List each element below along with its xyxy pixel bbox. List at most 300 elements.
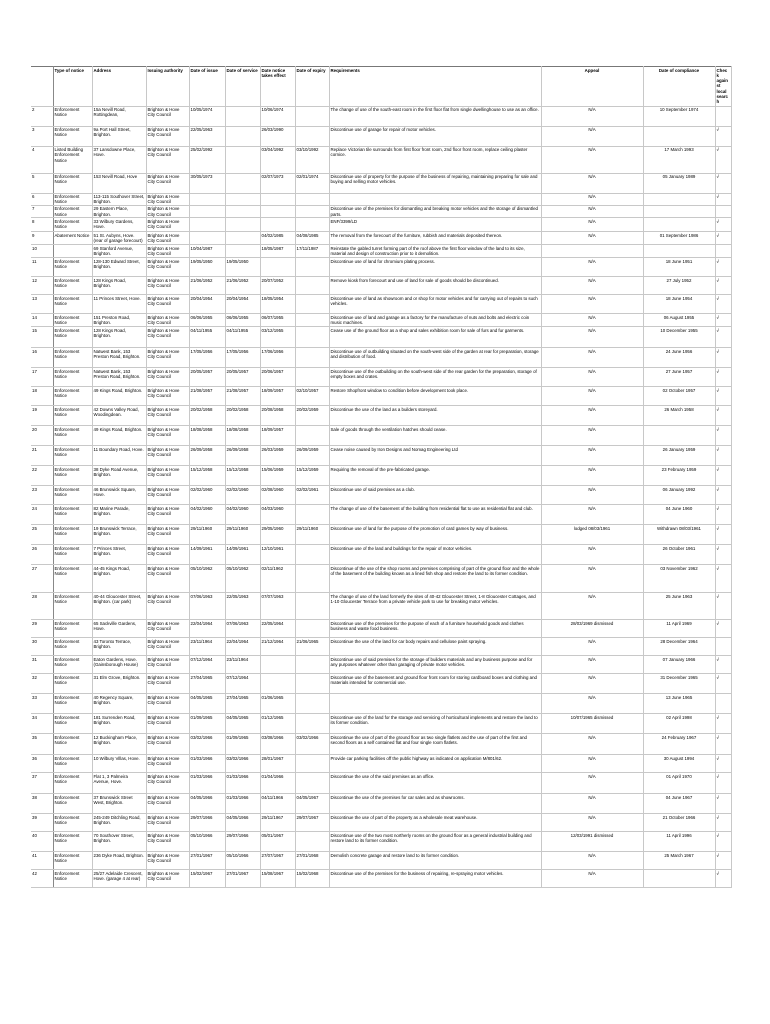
row-number-cell: 33 <box>31 693 53 713</box>
date-takes-effect-cell: 22/05/1964 <box>260 619 295 637</box>
date-of-expiry-cell: 02/10/1957 <box>295 386 329 405</box>
notice-type-cell: Enforcement Notice <box>53 713 92 733</box>
row-number-cell: 5 <box>31 173 53 193</box>
date-of-issue-cell: 04/05/1966 <box>189 793 225 813</box>
row-number-cell: 9 <box>31 231 53 244</box>
issuing-authority-cell: Brighton & Hove City Council <box>146 813 189 831</box>
date-of-service-cell: 01/03/1966 <box>225 793 260 813</box>
date-of-issue-cell: 06/06/1955 <box>189 313 225 326</box>
row-number-cell: 42 <box>31 869 53 887</box>
address-cell: 128 Kings Road, Brighton. <box>92 276 146 294</box>
check-mark-cell: √ <box>715 386 731 405</box>
address-cell: 151 Preston Road, Brighton. <box>92 313 146 326</box>
requirements-cell: Discontinue use of the two most northerly rooms on the ground floor as a general industrial building and restore land to its former condition. <box>329 831 541 851</box>
issuing-authority-cell: Brighton & Hove City Council <box>146 637 189 655</box>
header-effect-date: Date notice takes effect <box>260 67 295 107</box>
address-cell: 33 Wilbury Gardens, Hove. <box>92 217 146 231</box>
check-mark-cell: √ <box>715 504 731 524</box>
date-of-expiry-cell: 03/10/1992 <box>295 146 329 173</box>
date-of-issue-cell: 19/05/1950 <box>189 257 225 276</box>
appeal-cell: N/A <box>541 733 643 754</box>
check-mark-cell: √ <box>715 405 731 425</box>
requirements-cell: Discontinue use of garage for repair of motor vehicles. <box>329 126 541 146</box>
address-cell: 128-130 Edward Street, Brighton. <box>92 257 146 276</box>
address-cell: 15a Nevill Road, Rottingdean, <box>92 106 146 126</box>
notice-type-cell: Enforcement Notice <box>53 592 92 619</box>
check-mark-cell: √ <box>715 294 731 313</box>
date-of-compliance-cell: 21 October 1966 <box>643 813 715 831</box>
check-mark-cell: √ <box>715 524 731 544</box>
date-of-service-cell <box>225 193 260 205</box>
check-mark-cell: √ <box>715 813 731 831</box>
date-takes-effect-cell: 04/03/1960 <box>260 504 295 524</box>
date-of-compliance-cell: 30 August 1994 <box>643 754 715 772</box>
date-of-issue-cell: 10/04/1987 <box>189 244 225 257</box>
date-of-issue-cell: 03/02/1966 <box>189 733 225 754</box>
date-of-expiry-cell <box>295 193 329 205</box>
row-number-cell: 37 <box>31 772 53 793</box>
date-takes-effect-cell: 02/11/1962 <box>260 564 295 592</box>
issuing-authority-cell: Brighton & Hove City Council <box>146 193 189 205</box>
check-mark-cell: √ <box>715 217 731 231</box>
notice-type-cell: Enforcement Notice <box>53 126 92 146</box>
requirements-cell: Sale of goods through the ventilation hatches should cease. <box>329 425 541 445</box>
table-row <box>31 813 731 831</box>
date-takes-effect-cell <box>260 217 295 231</box>
row-number-cell: 41 <box>31 851 53 869</box>
date-of-expiry-cell: 29/11/1960 <box>295 524 329 544</box>
date-of-issue-cell: 29/11/1960 <box>189 524 225 544</box>
date-of-issue-cell: 04/11/1955 <box>189 326 225 347</box>
requirements-cell: Discontinue use of the outbuilding on the south-west side of the rear garden for the preparation, storage of empty boxes and crates. <box>329 367 541 386</box>
header-row-number <box>31 67 53 107</box>
row-number-cell: 10 <box>31 244 53 257</box>
table-row <box>31 193 731 205</box>
date-of-service-cell: 20/02/1958 <box>225 405 260 425</box>
requirements-cell: Discontinue use of land as showroom and or shop for motor vehicles and for carrying out of repairs to such vehicles. <box>329 294 541 313</box>
requirements-cell: Cease noise caused by Iron Designs and Nomag Engineering Ltd <box>329 445 541 465</box>
requirements-cell: Discontinue the use of the land as a builders storeyard. <box>329 405 541 425</box>
requirements-cell: Requiring the removal of the pre-fabricated garage. <box>329 465 541 485</box>
date-of-service-cell: 21/08/1957 <box>225 386 260 405</box>
issuing-authority-cell: Brighton & Hove City Council <box>146 772 189 793</box>
row-number-cell: 39 <box>31 813 53 831</box>
appeal-cell: N/A <box>541 693 643 713</box>
appeal-cell: N/A <box>541 754 643 772</box>
address-cell: 44-45 Kings Road, Brighton. <box>92 564 146 592</box>
issuing-authority-cell: Brighton & Hove City Council <box>146 425 189 445</box>
check-mark-cell <box>715 205 731 217</box>
date-of-compliance-cell: 25 June 1963 <box>643 592 715 619</box>
date-of-expiry-cell: 15/12/1959 <box>295 465 329 485</box>
date-takes-effect-cell: 20/08/1958 <box>260 405 295 425</box>
date-takes-effect-cell: 20/06/1957 <box>260 367 295 386</box>
notice-type-cell: Enforcement Notice <box>53 465 92 485</box>
date-of-service-cell: 04/05/1965 <box>225 713 260 733</box>
date-of-compliance-cell: 26 October 1961 <box>643 544 715 564</box>
date-of-expiry-cell: 04/05/1967 <box>295 793 329 813</box>
date-takes-effect-cell: 28/01/1967 <box>260 754 295 772</box>
requirements-cell: Discontinue use of the premises for dismantling and breaking motor vehicles and the storage of dismantled parts. <box>329 205 541 217</box>
table-row <box>31 386 731 405</box>
table-row <box>31 294 731 313</box>
date-takes-effect-cell: 04/11/1966 <box>260 793 295 813</box>
notice-type-cell: Listed Building Enforcement Notice <box>53 146 92 173</box>
date-of-expiry-cell: 02/02/1961 <box>295 485 329 504</box>
issuing-authority-cell: Brighton & Hove City Council <box>146 405 189 425</box>
notice-type-cell: Enforcement Notice <box>53 205 92 217</box>
date-takes-effect-cell: 01/04/1966 <box>260 772 295 793</box>
date-takes-effect-cell: 20/07/1952 <box>260 276 295 294</box>
table-row <box>31 367 731 386</box>
check-mark-cell: √ <box>715 713 731 733</box>
notice-type-cell: Enforcement Notice <box>53 673 92 693</box>
row-number-cell: 34 <box>31 713 53 733</box>
date-of-service-cell <box>225 173 260 193</box>
date-takes-effect-cell: 06/07/1955 <box>260 313 295 326</box>
notice-type-cell: Enforcement Notice <box>53 693 92 713</box>
appeal-cell <box>541 244 643 257</box>
address-cell: 11 Princes Street, Hove. <box>92 294 146 313</box>
date-of-service-cell: 02/02/1960 <box>225 485 260 504</box>
requirements-cell: Replace Victorian tile surrounds from first floor front room, 2nd floor front room, replace ceiling plaster cornice. <box>329 146 541 173</box>
date-of-issue-cell: 27/04/1965 <box>189 673 225 693</box>
date-of-expiry-cell <box>295 544 329 564</box>
address-cell: 37 Lansdowne Place, Hove. <box>92 146 146 173</box>
requirements-cell: Discontinue the use of part of the property as a wholesale meat warehouse. <box>329 813 541 831</box>
table-row <box>31 205 731 217</box>
date-of-compliance-cell: 27 June 1957 <box>643 367 715 386</box>
notice-type-cell: Enforcement Notice <box>53 655 92 673</box>
date-of-service-cell: 03/02/1966 <box>225 754 260 772</box>
check-mark-cell: √ <box>715 146 731 173</box>
date-of-compliance-cell: 24 February 1967 <box>643 733 715 754</box>
date-of-issue-cell <box>189 217 225 231</box>
notice-type-cell: Enforcement Notice <box>53 793 92 813</box>
check-mark-cell <box>715 693 731 713</box>
notice-type-cell: Enforcement Notice <box>53 294 92 313</box>
row-number-cell: 22 <box>31 465 53 485</box>
date-of-compliance-cell: 07 January 1966 <box>643 655 715 673</box>
date-of-compliance-cell: 04 June 1967 <box>643 793 715 813</box>
date-of-expiry-cell <box>295 504 329 524</box>
table-row <box>31 831 731 851</box>
table-row <box>31 347 731 367</box>
issuing-authority-cell: Brighton & Hove City Council <box>146 793 189 813</box>
date-of-service-cell: 26/09/1958 <box>225 445 260 465</box>
appeal-cell: N/A <box>541 313 643 326</box>
table-row <box>31 173 731 193</box>
table-row <box>31 425 731 445</box>
issuing-authority-cell: Brighton & Hove City Council <box>146 347 189 367</box>
date-of-service-cell: 15/12/1958 <box>225 465 260 485</box>
requirements-cell: Discontinue use of the premises for the purpose of each of a furniture household goods and clothes business and waste food business. <box>329 619 541 637</box>
issuing-authority-cell: Brighton & Hove City Council <box>146 504 189 524</box>
date-of-compliance-cell: 01 April 1970 <box>643 772 715 793</box>
row-number-cell: 23 <box>31 485 53 504</box>
table-row <box>31 465 731 485</box>
check-mark-cell: √ <box>715 831 731 851</box>
address-cell: 38 Dyke Road Avenue, Brighton. <box>92 465 146 485</box>
check-mark-cell: √ <box>715 173 731 193</box>
date-of-issue-cell: 10/05/1974 <box>189 106 225 126</box>
requirements-cell: Discontinue use of property for the purpose of the business of repairing, maintaining preparing for sale and buying and selling motor vehicles. <box>329 173 541 193</box>
issuing-authority-cell: Brighton & Hove City Council <box>146 831 189 851</box>
date-of-expiry-cell <box>295 326 329 347</box>
date-of-expiry-cell <box>295 592 329 619</box>
issuing-authority-cell: Brighton & Hove City Council <box>146 445 189 465</box>
date-of-compliance-cell: Withdrawn 08/03/1961 <box>643 524 715 544</box>
address-cell: 25/27 Adelaide Crescent, Hove. (garage 4 at rear) <box>92 869 146 887</box>
date-of-compliance-cell: 23 February 1959 <box>643 465 715 485</box>
date-of-service-cell <box>225 126 260 146</box>
date-of-expiry-cell: 02/01/1974 <box>295 173 329 193</box>
date-of-issue-cell: 07/06/1963 <box>189 592 225 619</box>
row-number-cell: 30 <box>31 637 53 655</box>
notice-type-cell: Enforcement Notice <box>53 445 92 465</box>
issuing-authority-cell: Brighton & Hove City Council <box>146 244 189 257</box>
row-number-cell: 12 <box>31 276 53 294</box>
issuing-authority-cell: Brighton & Hove City Council <box>146 367 189 386</box>
check-mark-cell <box>715 637 731 655</box>
date-of-compliance-cell: 10 September 1974 <box>643 106 715 126</box>
issuing-authority-cell: Brighton & Hove City Council <box>146 146 189 173</box>
check-mark-cell: √ <box>715 619 731 637</box>
issuing-authority-cell: Brighton & Hove City Council <box>146 294 189 313</box>
date-of-service-cell: 05/10/1962 <box>225 564 260 592</box>
appeal-cell: N/A <box>541 231 643 244</box>
row-number-cell: 26 <box>31 544 53 564</box>
appeal-cell: N/A <box>541 592 643 619</box>
appeal-cell: N/A <box>541 465 643 485</box>
date-of-compliance-cell <box>643 244 715 257</box>
date-of-compliance-cell: 02 October 1957 <box>643 386 715 405</box>
check-mark-cell: √ <box>715 193 731 205</box>
notice-type-cell: Enforcement Notice <box>53 754 92 772</box>
notice-type-cell: Enforcement Notice <box>53 813 92 831</box>
date-of-compliance-cell: 06 January 1992 <box>643 485 715 504</box>
issuing-authority-cell: Brighton & Hove City Council <box>146 465 189 485</box>
date-takes-effect-cell: 18/09/1957 <box>260 425 295 445</box>
date-of-issue-cell: 05/10/1962 <box>189 564 225 592</box>
table-row <box>31 276 731 294</box>
appeal-cell: 28/03/1969 dismissed <box>541 619 643 637</box>
date-takes-effect-cell: 05/01/1967 <box>260 831 295 851</box>
row-number-cell: 8 <box>31 217 53 231</box>
date-of-issue-cell <box>189 205 225 217</box>
row-number-cell: 3 <box>31 126 53 146</box>
requirements-cell: The change of use of the land formerly the sites of 40-42 Gloucester Street, 1-8 Gloucester Cottages, and 1-10 Gloucester Terrace from a private vehicle park to use for breaking motor vehicles. <box>329 592 541 619</box>
date-of-expiry-cell <box>295 257 329 276</box>
notice-type-cell: Enforcement Notice <box>53 772 92 793</box>
date-of-expiry-cell: 29/07/1967 <box>295 813 329 831</box>
address-cell: 82 Marine Parade, Brighton. <box>92 504 146 524</box>
date-of-issue-cell: 18/08/1958 <box>189 425 225 445</box>
requirements-cell: Cease use of the ground floor as a shop and sales exhibition room for sale of furs and fur garments. <box>329 326 541 347</box>
notice-type-cell: Enforcement Notice <box>53 869 92 887</box>
date-takes-effect-cell: 02/08/1960 <box>260 485 295 504</box>
address-cell: 10 Wilbury Villas, Hove. <box>92 754 146 772</box>
date-takes-effect-cell: 15/08/1967 <box>260 869 295 887</box>
row-number-cell: 16 <box>31 347 53 367</box>
issuing-authority-cell: Brighton & Hove City Council <box>146 231 189 244</box>
date-of-compliance-cell <box>643 869 715 887</box>
table-row <box>31 106 731 126</box>
date-of-expiry-cell <box>295 347 329 367</box>
date-of-service-cell <box>225 106 260 126</box>
row-number-cell: 7 <box>31 205 53 217</box>
header-expiry-date: Date of expiry <box>295 67 329 107</box>
date-takes-effect-cell: 26/03/1990 <box>260 126 295 146</box>
row-number-cell: 13 <box>31 294 53 313</box>
date-takes-effect-cell: 15/06/1959 <box>260 465 295 485</box>
appeal-cell: N/A <box>541 326 643 347</box>
date-takes-effect-cell: 10/06/1974 <box>260 106 295 126</box>
date-takes-effect-cell: 18/05/1987 <box>260 244 295 257</box>
table-row <box>31 793 731 813</box>
header-issue-date: Date of issue <box>189 67 225 107</box>
date-of-issue-cell: 14/09/1961 <box>189 544 225 564</box>
date-takes-effect-cell: 01/12/1965 <box>260 713 295 733</box>
address-cell: Eaton Gardens, Hove. (Gainsborough House) <box>92 655 146 673</box>
date-of-expiry-cell: 27/01/1968 <box>295 851 329 869</box>
check-mark-cell: √ <box>715 347 731 367</box>
notice-type-cell: Enforcement Notice <box>53 504 92 524</box>
table-row <box>31 544 731 564</box>
requirements-cell: Discontinue use of land for chromium plating process. <box>329 257 541 276</box>
requirements-cell: Remove kiosk from forecourt and use of land for sale of goods should be discontinued. <box>329 276 541 294</box>
notice-type-cell <box>53 244 92 257</box>
date-of-compliance-cell: 06 August 1955 <box>643 313 715 326</box>
date-of-issue-cell: 23/11/1964 <box>189 637 225 655</box>
date-of-compliance-cell: 02 April 1998 <box>643 713 715 733</box>
row-number-cell: 28 <box>31 592 53 619</box>
date-of-expiry-cell: 17/11/1987 <box>295 244 329 257</box>
date-takes-effect-cell: 12/10/1961 <box>260 544 295 564</box>
date-takes-effect-cell: 29/11/1967 <box>260 813 295 831</box>
row-number-cell: 19 <box>31 405 53 425</box>
address-cell: Flat 1, 3 Palmeira Avenue, Hove. <box>92 772 146 793</box>
date-of-service-cell: 22/04/1964 <box>225 637 260 655</box>
issuing-authority-cell: Brighton & Hove City Council <box>146 524 189 544</box>
date-of-service-cell: 05/10/1966 <box>225 851 260 869</box>
check-mark-cell <box>715 244 731 257</box>
row-number-cell: 25 <box>31 524 53 544</box>
date-of-issue-cell: 25/02/1992 <box>189 146 225 173</box>
header-compliance-date: Date of compliance <box>643 67 715 107</box>
row-number-cell: 36 <box>31 754 53 772</box>
appeal-cell: N/A <box>541 813 643 831</box>
address-cell: 65 Sackville Gardens, Hove. <box>92 619 146 637</box>
date-of-service-cell: 22/05/1963 <box>225 592 260 619</box>
date-of-expiry-cell <box>295 772 329 793</box>
address-cell: 42 Downs Valley Road, Woodingdean. <box>92 405 146 425</box>
check-mark-cell: √ <box>715 793 731 813</box>
date-of-issue-cell: 22/04/1964 <box>189 619 225 637</box>
date-of-expiry-cell <box>295 425 329 445</box>
date-of-service-cell: 01/09/1965 <box>225 733 260 754</box>
appeal-cell: N/A <box>541 217 643 231</box>
check-mark-cell: √ <box>715 313 731 326</box>
notice-type-cell: Enforcement Notice <box>53 386 92 405</box>
date-of-compliance-cell: 01 September 1986 <box>643 231 715 244</box>
date-of-expiry-cell <box>295 831 329 851</box>
date-of-service-cell <box>225 205 260 217</box>
spreadsheet <box>31 66 732 888</box>
date-of-service-cell: 07/06/1963 <box>225 619 260 637</box>
issuing-authority-cell: Brighton & Hove City Council <box>146 754 189 772</box>
date-of-compliance-cell: 26 March 1958 <box>643 405 715 425</box>
table-body <box>31 106 731 887</box>
header-appeal: Appeal <box>541 67 643 107</box>
date-of-expiry-cell <box>295 126 329 146</box>
date-of-service-cell: 01/03/1966 <box>225 772 260 793</box>
date-of-service-cell: 07/12/1964 <box>225 673 260 693</box>
date-of-expiry-cell <box>295 276 329 294</box>
date-of-service-cell: 04/11/1955 <box>225 326 260 347</box>
date-of-service-cell <box>225 244 260 257</box>
date-of-compliance-cell: 05 January 1989 <box>643 173 715 193</box>
check-mark-cell: √ <box>715 485 731 504</box>
date-of-compliance-cell <box>643 205 715 217</box>
row-number-cell: 35 <box>31 733 53 754</box>
address-cell: 113-115 Southover Street, Brighton. <box>93 194 145 205</box>
date-takes-effect-cell: 18/09/1957 <box>260 386 295 405</box>
date-of-expiry-cell <box>295 564 329 592</box>
date-of-issue-cell: 21/06/1952 <box>189 276 225 294</box>
notice-type-cell: Enforcement Notice <box>53 619 92 637</box>
date-takes-effect-cell: 18/05/1954 <box>260 294 295 313</box>
date-of-expiry-cell <box>295 313 329 326</box>
date-of-issue-cell: 29/07/1966 <box>189 813 225 831</box>
date-of-issue-cell: 21/08/1957 <box>189 386 225 405</box>
date-takes-effect-cell: 03/08/1966 <box>260 733 295 754</box>
address-cell: 236 Dyke Road, Brighton. <box>92 851 146 869</box>
appeal-cell: N/A <box>541 146 643 173</box>
check-mark-cell: √ <box>715 445 731 465</box>
date-takes-effect-cell: 29/05/1960 <box>260 524 295 544</box>
notice-type-cell: Enforcement Notice <box>53 276 92 294</box>
appeal-cell: N/A <box>541 276 643 294</box>
date-of-issue-cell: 02/02/1960 <box>189 485 225 504</box>
date-of-compliance-cell: 18 June 1951 <box>643 257 715 276</box>
date-of-service-cell: 20/05/1957 <box>225 367 260 386</box>
appeal-cell: N/A <box>541 445 643 465</box>
issuing-authority-cell: Brighton & Hove City Council <box>146 592 189 619</box>
date-of-issue-cell: 07/12/1964 <box>189 655 225 673</box>
date-of-compliance-cell: 11 April 1996 <box>643 831 715 851</box>
issuing-authority-cell: Brighton & Hove City Council <box>146 713 189 733</box>
date-of-compliance-cell <box>643 126 715 146</box>
notice-type-cell: Enforcement Notice <box>53 405 92 425</box>
check-mark-cell: √ <box>715 869 731 887</box>
date-takes-effect-cell <box>260 257 295 276</box>
issuing-authority-cell: Brighton & Hove City Council <box>146 733 189 754</box>
appeal-cell: N/A <box>541 564 643 592</box>
date-of-issue-cell: 20/04/1954 <box>189 294 225 313</box>
notice-type-cell: Enforcement Notice <box>53 524 92 544</box>
date-of-issue-cell: 30/05/1973 <box>189 173 225 193</box>
requirements-cell: Demolish concrete garage and restore land to its former condition. <box>329 851 541 869</box>
table-row <box>31 504 731 524</box>
appeal-cell: N/A <box>541 193 643 205</box>
table-row <box>31 231 731 244</box>
table-row <box>31 592 731 619</box>
date-of-expiry-cell <box>295 367 329 386</box>
table-row <box>31 564 731 592</box>
date-takes-effect-cell: 04/02/1985 <box>260 231 295 244</box>
appeal-cell: N/A <box>541 637 643 655</box>
